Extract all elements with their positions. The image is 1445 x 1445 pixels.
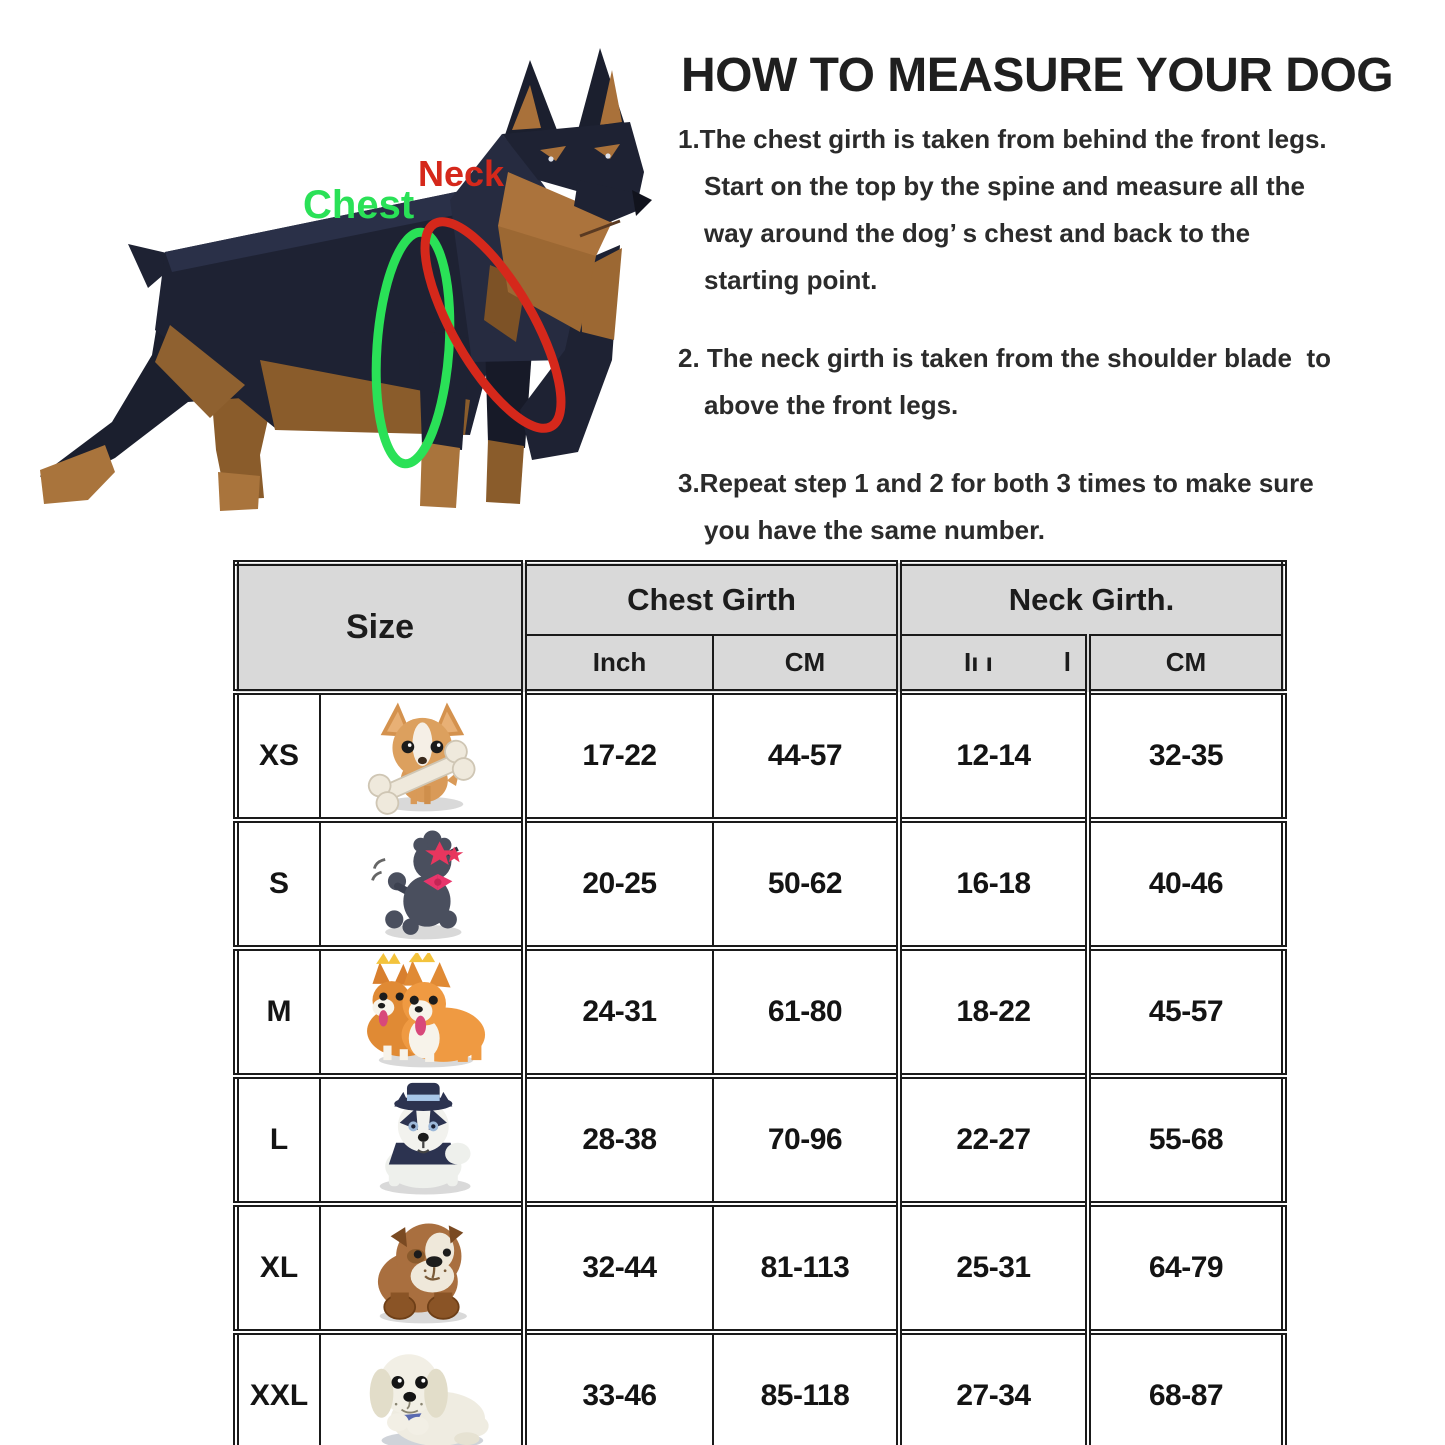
step-line: you have the same number. <box>704 515 1046 545</box>
header-size: Size <box>236 563 524 692</box>
table-row-xxl <box>236 1332 1284 1445</box>
neck-inch-cell: 22-27 <box>899 1076 1088 1204</box>
header-neck-girth: Neck Girth. <box>899 563 1284 635</box>
step-line: starting point. <box>704 265 878 295</box>
instruction-step-3 <box>678 460 1438 554</box>
neck-cm-cell: 40-46 <box>1088 820 1284 948</box>
chest-inch-cell: 20-25 <box>524 820 713 948</box>
neck-cm-cell: 32-35 <box>1088 692 1284 820</box>
chest-inch-cell: 28-38 <box>524 1076 713 1204</box>
neck-inch-cell: 16-18 <box>899 820 1088 948</box>
chest-cm-cell: 85-118 <box>713 1332 899 1445</box>
white-puppy-icon <box>324 1337 519 1445</box>
header-neck-inch-fragment: Iı ı <box>964 647 993 677</box>
chest-inch-cell: 17-22 <box>524 692 713 820</box>
header-chest-inch: Inch <box>524 635 713 692</box>
step-line: 3.Repeat step 1 and 2 for both 3 times to make sure <box>678 468 1314 498</box>
neck-label: Neck <box>418 153 505 194</box>
neck-cm-cell: 45-57 <box>1088 948 1284 1076</box>
table-row-s <box>236 820 1284 948</box>
bulldog-boots-icon <box>324 1209 519 1327</box>
header-neck-inch-fragment: l <box>1063 647 1071 677</box>
step-line: 2. The neck girth is taken from the shoulder blade to <box>678 343 1332 373</box>
corgi-pair-icon <box>324 953 519 1071</box>
header-neck-cm: CM <box>1088 635 1284 692</box>
step-line: above the front legs. <box>704 390 959 420</box>
size-cell: S <box>236 820 320 948</box>
chest-inch-cell: 33-46 <box>524 1332 713 1445</box>
header-neck-inch <box>899 635 1088 692</box>
instruction-step-2 <box>678 335 1438 429</box>
chest-cm-cell: 44-57 <box>713 692 899 820</box>
size-cell: M <box>236 948 320 1076</box>
step-line: 1.The chest girth is taken from behind the front legs. <box>678 124 1327 154</box>
instruction-step-1 <box>678 116 1438 304</box>
size-table <box>233 560 1287 1445</box>
size-cell: L <box>236 1076 320 1204</box>
chest-cm-cell: 81-113 <box>713 1204 899 1332</box>
header-chest-cm: CM <box>713 635 899 692</box>
dog-measurement-diagram <box>20 30 660 550</box>
neck-inch-cell: 25-31 <box>899 1204 1088 1332</box>
neck-cm-cell: 55-68 <box>1088 1076 1284 1204</box>
neck-cm-cell: 68-87 <box>1088 1332 1284 1445</box>
header-chest-girth: Chest Girth <box>524 563 899 635</box>
doberman-illustration <box>20 30 660 550</box>
neck-inch-cell: 27-34 <box>899 1332 1088 1445</box>
husky-hat-icon <box>324 1081 519 1199</box>
table-row-xl <box>236 1204 1284 1332</box>
page-title: HOW TO MEASURE YOUR DOG <box>681 49 1394 102</box>
chest-cm-cell: 70-96 <box>713 1076 899 1204</box>
step-line: way around the dog’ s chest and back to the <box>704 218 1251 248</box>
chest-inch-cell: 24-31 <box>524 948 713 1076</box>
chest-cm-cell: 50-62 <box>713 820 899 948</box>
neck-inch-cell: 18-22 <box>899 948 1088 1076</box>
poodle-icon <box>324 825 519 943</box>
size-cell: XL <box>236 1204 320 1332</box>
chest-cm-cell: 61-80 <box>713 948 899 1076</box>
size-cell: XS <box>236 692 320 820</box>
table-row-l <box>236 1076 1284 1204</box>
step-line: Start on the top by the spine and measure all the <box>704 171 1305 201</box>
chest-label: Chest <box>303 183 415 227</box>
table-row-m <box>236 948 1284 1076</box>
instructions <box>678 116 1438 585</box>
neck-inch-cell: 12-14 <box>899 692 1088 820</box>
size-cell: XXL <box>236 1332 320 1445</box>
chest-inch-cell: 32-44 <box>524 1204 713 1332</box>
table-row-xs <box>236 692 1284 820</box>
neck-cm-cell: 64-79 <box>1088 1204 1284 1332</box>
chihuahua-bone-icon <box>324 697 519 815</box>
